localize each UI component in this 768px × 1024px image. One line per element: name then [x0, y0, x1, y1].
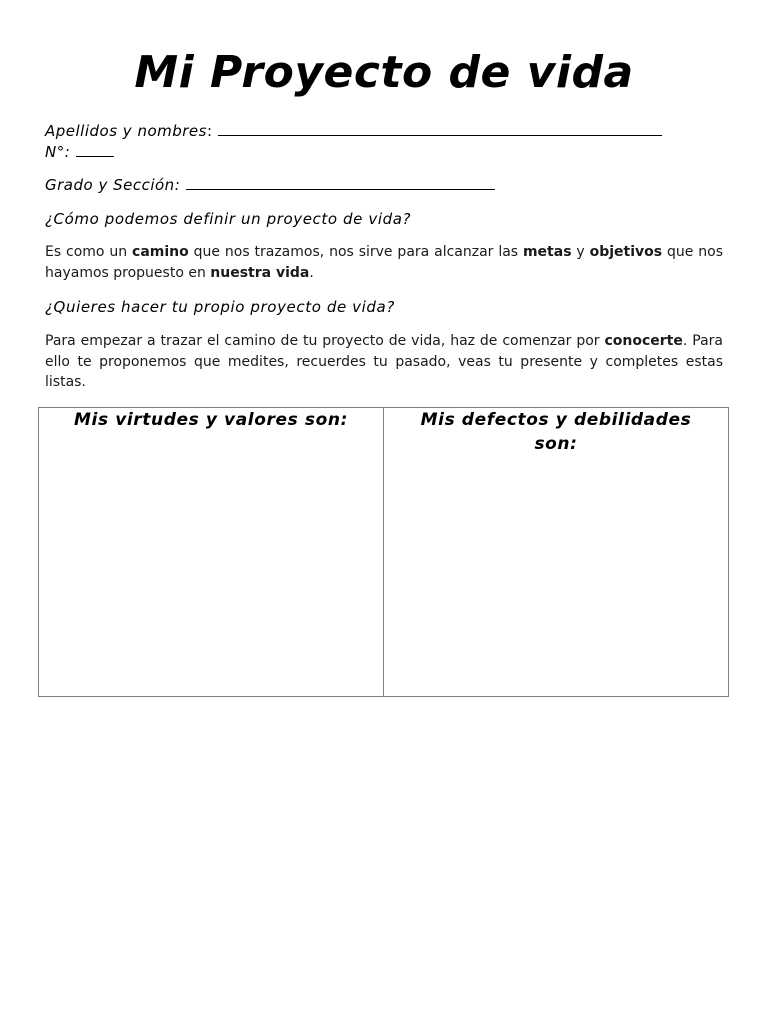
- apellidos-blank-line[interactable]: [218, 121, 662, 136]
- apellidos-label: Apellidos y nombres: [45, 122, 207, 140]
- numero-label: N°:: [45, 143, 71, 161]
- apellidos-colon: :: [206, 122, 218, 140]
- defectos-cell[interactable]: [384, 408, 729, 697]
- virtudes-cell[interactable]: [39, 408, 384, 697]
- defectos-header: Mis defectos y debilidades son:: [420, 410, 692, 454]
- apellidos-field: [45, 121, 662, 141]
- section2-paragraph: Para empezar a trazar el camino de tu proyecto de vida, haz de comenzar por conocerte. Para ello te proponemos que medites, recuerdes tu pasado, veas tu presente y completes estas listas.: [45, 333, 723, 390]
- grado-label: Grado y Sección:: [45, 176, 181, 194]
- numero-blank-line[interactable]: [76, 142, 114, 157]
- grado-blank-line[interactable]: [186, 175, 495, 190]
- section2-heading: ¿Quieres hacer tu propio proyecto de vida?: [45, 298, 395, 316]
- section1-heading: ¿Cómo podemos definir un proyecto de vida?: [45, 210, 412, 228]
- virtudes-header: Mis virtudes y valores son:: [74, 410, 348, 430]
- page-title: Mi Proyecto de vida: [134, 47, 634, 98]
- numero-field: [45, 142, 114, 162]
- grado-field: [45, 175, 495, 195]
- section1-paragraph: Es como un camino que nos trazamos, nos sirve para alcanzar las metas y objetivos que nos hayamos propuesto en nuestra vida.: [45, 244, 723, 281]
- lists-table: [38, 407, 729, 697]
